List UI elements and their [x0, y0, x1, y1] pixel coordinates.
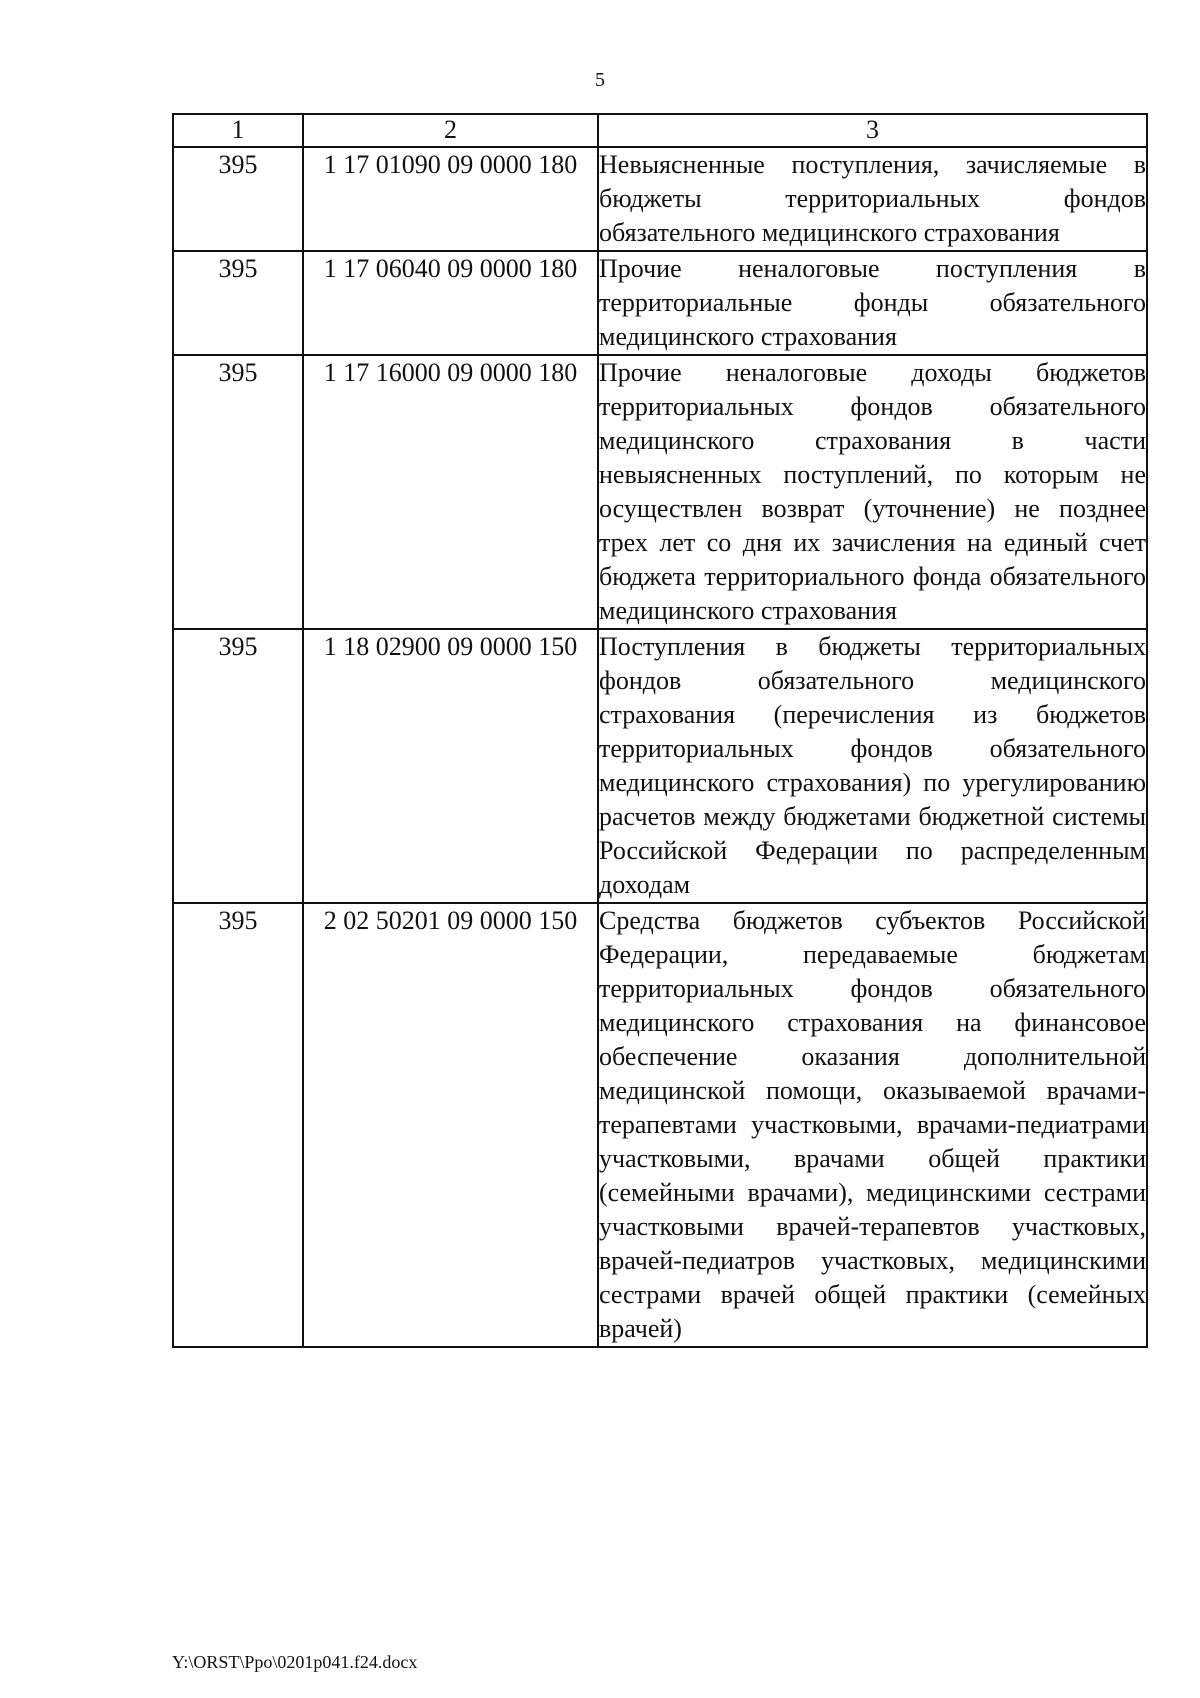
- admin-code-cell: 395: [173, 903, 303, 1347]
- kbk-code-cell: 1 18 02900 09 0000 150: [303, 629, 598, 903]
- description-cell: Средства бюджетов субъектов Российской Федерации, передаваемые бюджетам территориальных фондов обязательного медицинского страхования на финансовое обеспечение оказания дополнительной медицинской помощи, оказываемой врачами-терапевтами участковыми, врачами-педиатрами участковыми, врачами общей практики (семейными врачами), медицинскими сестрами участковыми врачей-терапевтов участковых, врачей-педиатров участковых, медицинскими сестрами врачей общей практики (семейных врачей): [598, 903, 1147, 1347]
- table-row: [173, 903, 1147, 1347]
- table-row: [173, 629, 1147, 903]
- description-cell: Прочие неналоговые поступления в территориальные фонды обязательного медицинского страхования: [598, 251, 1147, 355]
- budget-codes-table: [172, 113, 1148, 1348]
- table-header-row: [173, 114, 1147, 147]
- page-number: 5: [595, 69, 605, 91]
- column-header-2: 2: [303, 114, 598, 147]
- admin-code-cell: 395: [173, 629, 303, 903]
- description-cell: Невыясненные поступления, зачисляемые в бюджеты территориальных фондов обязательного медицинского страхования: [598, 147, 1147, 251]
- description-cell: Поступления в бюджеты территориальных фондов обязательного медицинского страхования (перечисления из бюджетов территориальных фондов обязательного медицинского страхования) по урегулированию расчетов между бюджетами бюджетной системы Российской Федерации по распределенным доходам: [598, 629, 1147, 903]
- footer-file-path: Y:\ORST\Ppo\0201p041.f24.docx: [172, 1652, 418, 1672]
- table-row: [173, 251, 1147, 355]
- column-header-1: 1: [173, 114, 303, 147]
- column-header-3: 3: [598, 114, 1147, 147]
- kbk-code-cell: 1 17 06040 09 0000 180: [303, 251, 598, 355]
- kbk-code-cell: 2 02 50201 09 0000 150: [303, 903, 598, 1347]
- table-row: [173, 147, 1147, 251]
- description-cell: Прочие неналоговые доходы бюджетов территориальных фондов обязательного медицинского страхования в части невыясненных поступлений, по которым не осуществлен возврат (уточнение) не позднее трех лет со дня их зачисления на единый счет бюджета территориального фонда обязательного медицинского страхования: [598, 355, 1147, 629]
- admin-code-cell: 395: [173, 251, 303, 355]
- kbk-code-cell: 1 17 01090 09 0000 180: [303, 147, 598, 251]
- kbk-code-cell: 1 17 16000 09 0000 180: [303, 355, 598, 629]
- table-row: [173, 355, 1147, 629]
- admin-code-cell: 395: [173, 355, 303, 629]
- admin-code-cell: 395: [173, 147, 303, 251]
